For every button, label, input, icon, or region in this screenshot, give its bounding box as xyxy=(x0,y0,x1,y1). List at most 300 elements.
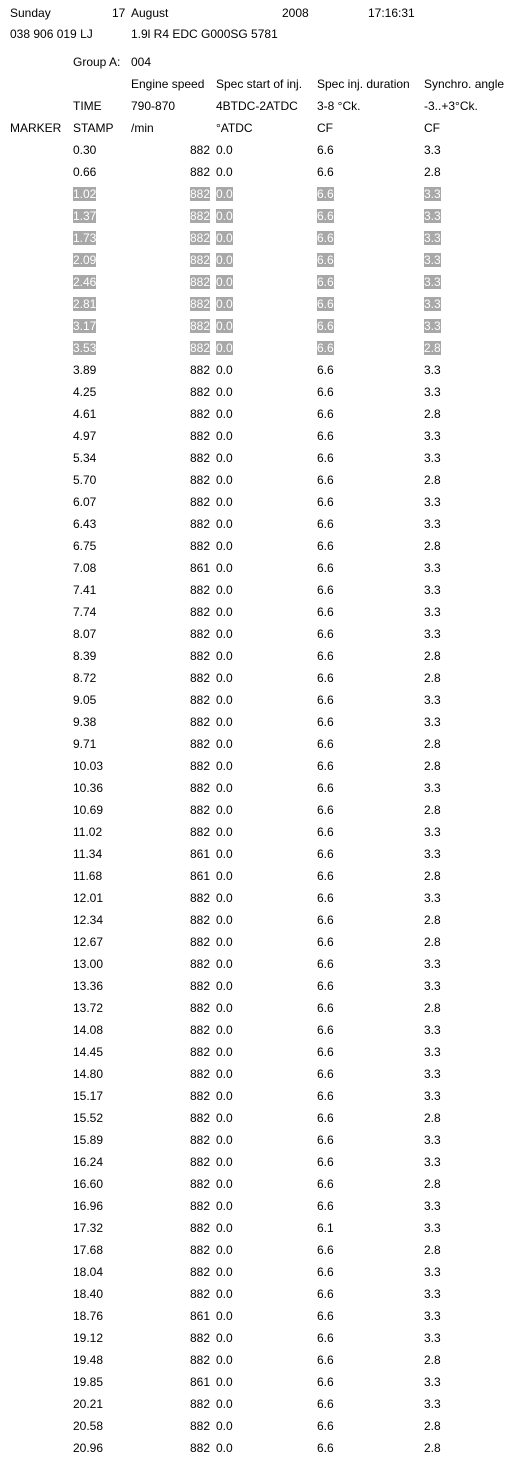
inj-duration-cell xyxy=(317,363,334,377)
synchro-angle-cell-value: 3.3 xyxy=(424,253,441,267)
start-inj-cell xyxy=(216,649,233,663)
synchro-angle-cell-value: 3.3 xyxy=(424,561,441,575)
table-row[interactable] xyxy=(0,803,513,825)
inj-duration-cell xyxy=(317,583,334,597)
start-inj-cell xyxy=(216,297,233,311)
start-inj-cell xyxy=(216,803,233,817)
engine-speed-cell-value: 882 xyxy=(189,671,210,685)
engine-speed-cell-value: 882 xyxy=(189,1111,210,1125)
start-inj-cell-value: 0.0 xyxy=(216,561,233,575)
inj-duration-cell-value: 6.6 xyxy=(317,341,334,355)
table-row[interactable] xyxy=(0,847,513,869)
time-stamp-cell-value: 20.96 xyxy=(73,1441,104,1455)
start-inj-cell-value: 0.0 xyxy=(216,913,233,927)
synchro-angle-cell-value: 3.3 xyxy=(424,451,441,465)
table-row[interactable] xyxy=(0,363,513,385)
start-inj-cell xyxy=(216,891,233,905)
time-stamp-cell xyxy=(73,1287,103,1301)
inj-duration-cell xyxy=(317,627,334,641)
synchro-angle-cell-value: 2.8 xyxy=(424,473,441,487)
synchro-angle-cell-value: 3.3 xyxy=(424,1265,441,1279)
inj-duration-cell xyxy=(317,891,334,905)
table-row[interactable] xyxy=(0,957,513,979)
inj-duration-cell-value: 6.6 xyxy=(317,1265,334,1279)
synchro-angle-cell-value: 2.8 xyxy=(424,1243,441,1257)
synchro-angle-cell-value: 3.3 xyxy=(424,209,441,223)
synchro-angle-cell xyxy=(424,165,441,179)
table-row[interactable] xyxy=(0,1067,513,1089)
table-row[interactable] xyxy=(0,561,513,583)
engine-speed-cell xyxy=(140,1221,210,1235)
engine-speed-cell xyxy=(140,1419,210,1433)
synchro-angle-cell-value: 2.8 xyxy=(424,407,441,421)
time-stamp-cell-value: 20.58 xyxy=(73,1419,104,1433)
engine-speed-cell xyxy=(140,891,210,905)
time-stamp-cell xyxy=(73,209,96,223)
time-stamp-cell xyxy=(73,1397,103,1411)
start-inj-cell-value: 0.0 xyxy=(216,583,233,597)
table-row[interactable] xyxy=(0,187,513,209)
col-synchro-angle-unit: CF xyxy=(424,121,440,135)
time-stamp-cell-value: 0.66 xyxy=(73,165,97,179)
time-stamp-cell xyxy=(73,429,96,443)
table-row[interactable] xyxy=(0,1441,513,1463)
inj-duration-cell xyxy=(317,407,334,421)
table-row[interactable] xyxy=(0,1309,513,1331)
engine-speed-cell xyxy=(140,649,210,663)
inj-duration-cell xyxy=(317,319,334,333)
engine-speed-cell-value: 882 xyxy=(189,165,210,179)
table-row[interactable] xyxy=(0,825,513,847)
synchro-angle-cell-value: 2.8 xyxy=(424,1177,441,1191)
table-row[interactable] xyxy=(0,517,513,539)
part-number: 038 906 019 LJ xyxy=(10,27,93,41)
inj-duration-cell-value: 6.6 xyxy=(317,1045,334,1059)
start-inj-cell xyxy=(216,913,233,927)
synchro-angle-cell xyxy=(424,649,441,663)
synchro-angle-cell-value: 2.8 xyxy=(424,935,441,949)
table-row[interactable] xyxy=(0,913,513,935)
synchro-angle-cell xyxy=(424,1441,441,1455)
engine-speed-cell-value: 882 xyxy=(189,341,210,355)
table-row[interactable] xyxy=(0,275,513,297)
start-inj-cell-value: 0.0 xyxy=(216,473,233,487)
inj-duration-cell-value: 6.6 xyxy=(317,1133,334,1147)
col-synchro-angle-name: Synchro. angle xyxy=(424,77,505,91)
synchro-angle-cell xyxy=(424,297,441,311)
time-stamp-cell-value: 16.60 xyxy=(73,1177,104,1191)
group-value: 004 xyxy=(131,55,152,69)
engine-speed-cell xyxy=(140,297,210,311)
table-row[interactable] xyxy=(0,781,513,803)
engine-speed-cell xyxy=(140,539,210,553)
time-stamp-cell xyxy=(73,737,96,751)
start-inj-cell xyxy=(216,957,233,971)
inj-duration-cell-value: 6.6 xyxy=(317,429,334,443)
start-inj-cell-value: 0.0 xyxy=(216,605,233,619)
table-row[interactable] xyxy=(0,143,513,165)
time-stamp-cell xyxy=(73,143,96,157)
table-row[interactable] xyxy=(0,1221,513,1243)
synchro-angle-cell xyxy=(424,341,441,355)
start-inj-cell xyxy=(216,1199,233,1213)
engine-speed-cell-value: 882 xyxy=(189,209,210,223)
synchro-angle-cell xyxy=(424,715,441,729)
engine-description: 1.9l R4 EDC G000SG 5781 xyxy=(131,27,278,41)
start-inj-cell xyxy=(216,539,233,553)
inj-duration-cell-value: 6.6 xyxy=(317,781,334,795)
col-synchro-angle-spec: -3..+3°Ck. xyxy=(424,99,478,113)
stamp-label: STAMP xyxy=(73,121,114,135)
time-stamp-cell-value: 6.07 xyxy=(73,495,97,509)
col-start-inj-unit: °ATDC xyxy=(216,121,253,135)
synchro-angle-cell xyxy=(424,693,441,707)
engine-speed-cell xyxy=(140,825,210,839)
start-inj-cell xyxy=(216,429,233,443)
synchro-angle-cell xyxy=(424,627,441,641)
table-row[interactable] xyxy=(0,495,513,517)
engine-speed-cell-value: 882 xyxy=(189,737,210,751)
inj-duration-cell-value: 6.6 xyxy=(317,1397,334,1411)
inj-duration-cell-value: 6.6 xyxy=(317,231,334,245)
inj-duration-cell xyxy=(317,1243,334,1257)
inj-duration-cell xyxy=(317,341,334,355)
start-inj-cell xyxy=(216,869,233,883)
table-row[interactable] xyxy=(0,979,513,1001)
table-row[interactable] xyxy=(0,539,513,561)
synchro-angle-cell-value: 2.8 xyxy=(424,913,441,927)
engine-speed-cell xyxy=(140,693,210,707)
table-row[interactable] xyxy=(0,1111,513,1133)
table-row[interactable] xyxy=(0,869,513,891)
inj-duration-cell-value: 6.6 xyxy=(317,407,334,421)
engine-speed-cell xyxy=(140,1287,210,1301)
table-row[interactable] xyxy=(0,165,513,187)
start-inj-cell xyxy=(216,627,233,641)
time-stamp-cell-value: 14.08 xyxy=(73,1023,104,1037)
start-inj-cell xyxy=(216,1265,233,1279)
inj-duration-cell-value: 6.6 xyxy=(317,275,334,289)
inj-duration-cell-value: 6.6 xyxy=(317,473,334,487)
synchro-angle-cell xyxy=(424,209,441,223)
engine-speed-cell xyxy=(140,627,210,641)
synchro-angle-cell-value: 3.3 xyxy=(424,715,441,729)
engine-speed-cell xyxy=(140,1353,210,1367)
inj-duration-cell-value: 6.6 xyxy=(317,1353,334,1367)
table-row[interactable] xyxy=(0,341,513,363)
time-stamp-cell xyxy=(73,1001,103,1015)
start-inj-cell-value: 0.0 xyxy=(216,1287,233,1301)
engine-speed-cell xyxy=(140,517,210,531)
table-row[interactable] xyxy=(0,627,513,649)
inj-duration-cell xyxy=(317,715,334,729)
time-stamp-cell xyxy=(73,869,102,883)
engine-speed-cell xyxy=(140,759,210,773)
engine-speed-cell-value: 882 xyxy=(189,495,210,509)
start-inj-cell-value: 0.0 xyxy=(216,209,233,223)
start-inj-cell xyxy=(216,1397,233,1411)
synchro-angle-cell xyxy=(424,1177,441,1191)
time-stamp-cell xyxy=(73,913,103,927)
engine-speed-cell xyxy=(140,561,210,575)
engine-speed-cell-value: 882 xyxy=(189,1287,210,1301)
engine-speed-cell xyxy=(140,671,210,685)
table-row[interactable] xyxy=(0,605,513,627)
start-inj-cell-value: 0.0 xyxy=(216,1177,233,1191)
engine-speed-cell-value: 882 xyxy=(189,1045,210,1059)
start-inj-cell-value: 0.0 xyxy=(216,759,233,773)
engine-speed-cell-value: 882 xyxy=(189,1023,210,1037)
synchro-angle-cell-value: 3.3 xyxy=(424,143,441,157)
synchro-angle-cell-value: 3.3 xyxy=(424,1045,441,1059)
time-stamp-cell-value: 0.30 xyxy=(73,143,97,157)
start-inj-cell-value: 0.0 xyxy=(216,1419,233,1433)
engine-speed-cell xyxy=(140,1441,210,1455)
table-row[interactable] xyxy=(0,935,513,957)
table-row[interactable] xyxy=(0,1089,513,1111)
engine-speed-cell-value: 882 xyxy=(189,231,210,245)
start-inj-cell-value: 0.0 xyxy=(216,693,233,707)
time-stamp-cell xyxy=(73,1265,103,1279)
engine-speed-cell xyxy=(140,209,210,223)
table-row[interactable] xyxy=(0,583,513,605)
synchro-angle-cell-value: 3.3 xyxy=(424,693,441,707)
inj-duration-cell-value: 6.6 xyxy=(317,1067,334,1081)
table-row[interactable] xyxy=(0,759,513,781)
engine-speed-cell-value: 882 xyxy=(189,1001,210,1015)
synchro-angle-cell xyxy=(424,429,441,443)
engine-speed-cell-value: 882 xyxy=(189,1221,210,1235)
start-inj-cell xyxy=(216,1177,233,1191)
time-stamp-cell-value: 12.67 xyxy=(73,935,104,949)
start-inj-cell xyxy=(216,1353,233,1367)
inj-duration-cell xyxy=(317,253,334,267)
synchro-angle-cell-value: 3.3 xyxy=(424,1133,441,1147)
synchro-angle-cell-value: 3.3 xyxy=(424,363,441,377)
start-inj-cell-value: 0.0 xyxy=(216,781,233,795)
synchro-angle-cell xyxy=(424,473,441,487)
table-row[interactable] xyxy=(0,693,513,715)
synchro-angle-cell xyxy=(424,561,441,575)
inj-duration-cell xyxy=(317,1419,334,1433)
inj-duration-cell xyxy=(317,1001,334,1015)
table-row[interactable] xyxy=(0,1419,513,1441)
time-stamp-cell xyxy=(73,231,96,245)
synchro-angle-cell-value: 2.8 xyxy=(424,1441,441,1455)
engine-speed-cell xyxy=(140,143,210,157)
table-row[interactable] xyxy=(0,1199,513,1221)
start-inj-cell-value: 0.0 xyxy=(216,363,233,377)
synchro-angle-cell xyxy=(424,1243,441,1257)
engine-speed-cell xyxy=(140,1089,210,1103)
table-row[interactable] xyxy=(0,1353,513,1375)
table-row[interactable] xyxy=(0,253,513,275)
time-stamp-cell-value: 5.70 xyxy=(73,473,97,487)
table-row[interactable] xyxy=(0,231,513,253)
synchro-angle-cell-value: 2.8 xyxy=(424,1419,441,1433)
engine-speed-cell xyxy=(140,913,210,927)
table-row[interactable] xyxy=(0,1155,513,1177)
start-inj-cell-value: 0.0 xyxy=(216,1133,233,1147)
table-row[interactable] xyxy=(0,737,513,759)
time-stamp-cell-value: 9.38 xyxy=(73,715,97,729)
time-stamp-cell-value: 4.97 xyxy=(73,429,97,443)
table-row[interactable] xyxy=(0,1375,513,1397)
inj-duration-cell xyxy=(317,1353,334,1367)
engine-speed-cell-value: 882 xyxy=(189,517,210,531)
synchro-angle-cell xyxy=(424,913,441,927)
time-stamp-cell-value: 18.40 xyxy=(73,1287,104,1301)
engine-speed-cell xyxy=(140,1001,210,1015)
inj-duration-cell xyxy=(317,1023,334,1037)
time-stamp-cell-value: 15.89 xyxy=(73,1133,104,1147)
table-row[interactable] xyxy=(0,319,513,341)
table-row[interactable] xyxy=(0,1023,513,1045)
time-stamp-cell xyxy=(73,187,96,201)
synchro-angle-cell xyxy=(424,407,441,421)
inj-duration-cell-value: 6.6 xyxy=(317,979,334,993)
engine-speed-cell xyxy=(140,341,210,355)
table-row[interactable] xyxy=(0,1265,513,1287)
group-label: Group A: xyxy=(73,55,121,69)
table-row[interactable] xyxy=(0,429,513,451)
synchro-angle-cell xyxy=(424,451,441,465)
time-stamp-cell-value: 2.09 xyxy=(73,253,97,267)
inj-duration-cell-value: 6.6 xyxy=(317,319,334,333)
start-inj-cell-value: 0.0 xyxy=(216,627,233,641)
time-stamp-cell-value: 2.81 xyxy=(73,297,97,311)
synchro-angle-cell-value: 3.3 xyxy=(424,429,441,443)
time-stamp-cell xyxy=(73,495,96,509)
synchro-angle-cell-value: 3.3 xyxy=(424,825,441,839)
inj-duration-cell xyxy=(317,759,334,773)
engine-speed-cell xyxy=(140,275,210,289)
time-stamp-cell xyxy=(73,1199,103,1213)
engine-speed-cell xyxy=(140,1111,210,1125)
synchro-angle-cell xyxy=(424,275,441,289)
start-inj-cell xyxy=(216,1331,233,1345)
synchro-angle-cell xyxy=(424,1397,441,1411)
inj-duration-cell xyxy=(317,561,334,575)
table-row[interactable] xyxy=(0,1045,513,1067)
inj-duration-cell xyxy=(317,803,334,817)
engine-speed-cell-value: 882 xyxy=(189,781,210,795)
start-inj-cell xyxy=(216,825,233,839)
inj-duration-cell-value: 6.6 xyxy=(317,297,334,311)
inj-duration-cell xyxy=(317,187,334,201)
start-inj-cell xyxy=(216,1243,233,1257)
engine-speed-cell-value: 882 xyxy=(189,803,210,817)
start-inj-cell-value: 0.0 xyxy=(216,803,233,817)
synchro-angle-cell xyxy=(424,781,441,795)
start-inj-cell-value: 0.0 xyxy=(216,187,233,201)
synchro-angle-cell-value: 3.3 xyxy=(424,1397,441,1411)
table-row[interactable] xyxy=(0,1243,513,1265)
table-row[interactable] xyxy=(0,297,513,319)
table-row[interactable] xyxy=(0,385,513,407)
time-stamp-cell xyxy=(73,473,96,487)
engine-speed-cell-value: 882 xyxy=(189,1177,210,1191)
time-stamp-cell xyxy=(73,671,96,685)
table-row[interactable] xyxy=(0,1133,513,1155)
inj-duration-cell xyxy=(317,605,334,619)
time-stamp-cell-value: 15.52 xyxy=(73,1111,104,1125)
engine-speed-cell-value: 882 xyxy=(189,319,210,333)
table-row[interactable] xyxy=(0,1331,513,1353)
time-stamp-cell-value: 12.01 xyxy=(73,891,104,905)
engine-speed-cell xyxy=(140,165,210,179)
time-stamp-cell xyxy=(73,605,96,619)
time-stamp-cell xyxy=(73,891,103,905)
inj-duration-cell-value: 6.6 xyxy=(317,693,334,707)
inj-duration-cell-value: 6.6 xyxy=(317,1287,334,1301)
engine-speed-cell xyxy=(140,1265,210,1279)
time-stamp-cell xyxy=(73,583,96,597)
time-stamp-cell-value: 18.04 xyxy=(73,1265,104,1279)
time-stamp-cell xyxy=(73,407,96,421)
time-stamp-cell xyxy=(73,979,103,993)
table-row[interactable] xyxy=(0,1177,513,1199)
time-stamp-cell xyxy=(73,759,103,773)
time-stamp-cell xyxy=(73,627,96,641)
time-stamp-cell xyxy=(73,935,103,949)
inj-duration-cell xyxy=(317,539,334,553)
marker-label: MARKER xyxy=(10,121,62,135)
inj-duration-cell-value: 6.6 xyxy=(317,495,334,509)
inj-duration-cell xyxy=(317,1375,334,1389)
inj-duration-cell-value: 6.6 xyxy=(317,957,334,971)
table-row[interactable] xyxy=(0,715,513,737)
inj-duration-cell-value: 6.6 xyxy=(317,1001,334,1015)
start-inj-cell-value: 0.0 xyxy=(216,935,233,949)
start-inj-cell-value: 0.0 xyxy=(216,1221,233,1235)
table-row[interactable] xyxy=(0,1001,513,1023)
table-row[interactable] xyxy=(0,671,513,693)
engine-speed-cell-value: 882 xyxy=(189,891,210,905)
synchro-angle-cell xyxy=(424,1419,441,1433)
start-inj-cell xyxy=(216,583,233,597)
inj-duration-cell xyxy=(317,231,334,245)
table-row[interactable] xyxy=(0,649,513,671)
time-stamp-cell xyxy=(73,1221,103,1235)
time-stamp-cell xyxy=(73,1177,103,1191)
start-inj-cell xyxy=(216,1221,233,1235)
start-inj-cell-value: 0.0 xyxy=(216,1067,233,1081)
table-row[interactable] xyxy=(0,473,513,495)
engine-speed-cell-value: 882 xyxy=(189,957,210,971)
inj-duration-cell-value: 6.6 xyxy=(317,583,334,597)
table-row[interactable] xyxy=(0,407,513,429)
table-row[interactable] xyxy=(0,451,513,473)
time-label: TIME xyxy=(73,99,102,113)
time-stamp-cell xyxy=(73,825,102,839)
engine-speed-cell-value: 882 xyxy=(189,407,210,421)
table-row[interactable] xyxy=(0,1397,513,1419)
start-inj-cell-value: 0.0 xyxy=(216,385,233,399)
synchro-angle-cell xyxy=(424,891,441,905)
table-row[interactable] xyxy=(0,891,513,913)
table-row[interactable] xyxy=(0,209,513,231)
engine-speed-cell xyxy=(140,1045,210,1059)
time-stamp-cell-value: 3.89 xyxy=(73,363,97,377)
time-stamp-cell xyxy=(73,781,103,795)
inj-duration-cell-value: 6.6 xyxy=(317,1331,334,1345)
synchro-angle-cell-value: 2.8 xyxy=(424,1001,441,1015)
time-stamp-cell-value: 17.68 xyxy=(73,1243,104,1257)
table-row[interactable] xyxy=(0,1287,513,1309)
time-stamp-cell xyxy=(73,1419,103,1433)
engine-speed-cell-value: 882 xyxy=(189,363,210,377)
